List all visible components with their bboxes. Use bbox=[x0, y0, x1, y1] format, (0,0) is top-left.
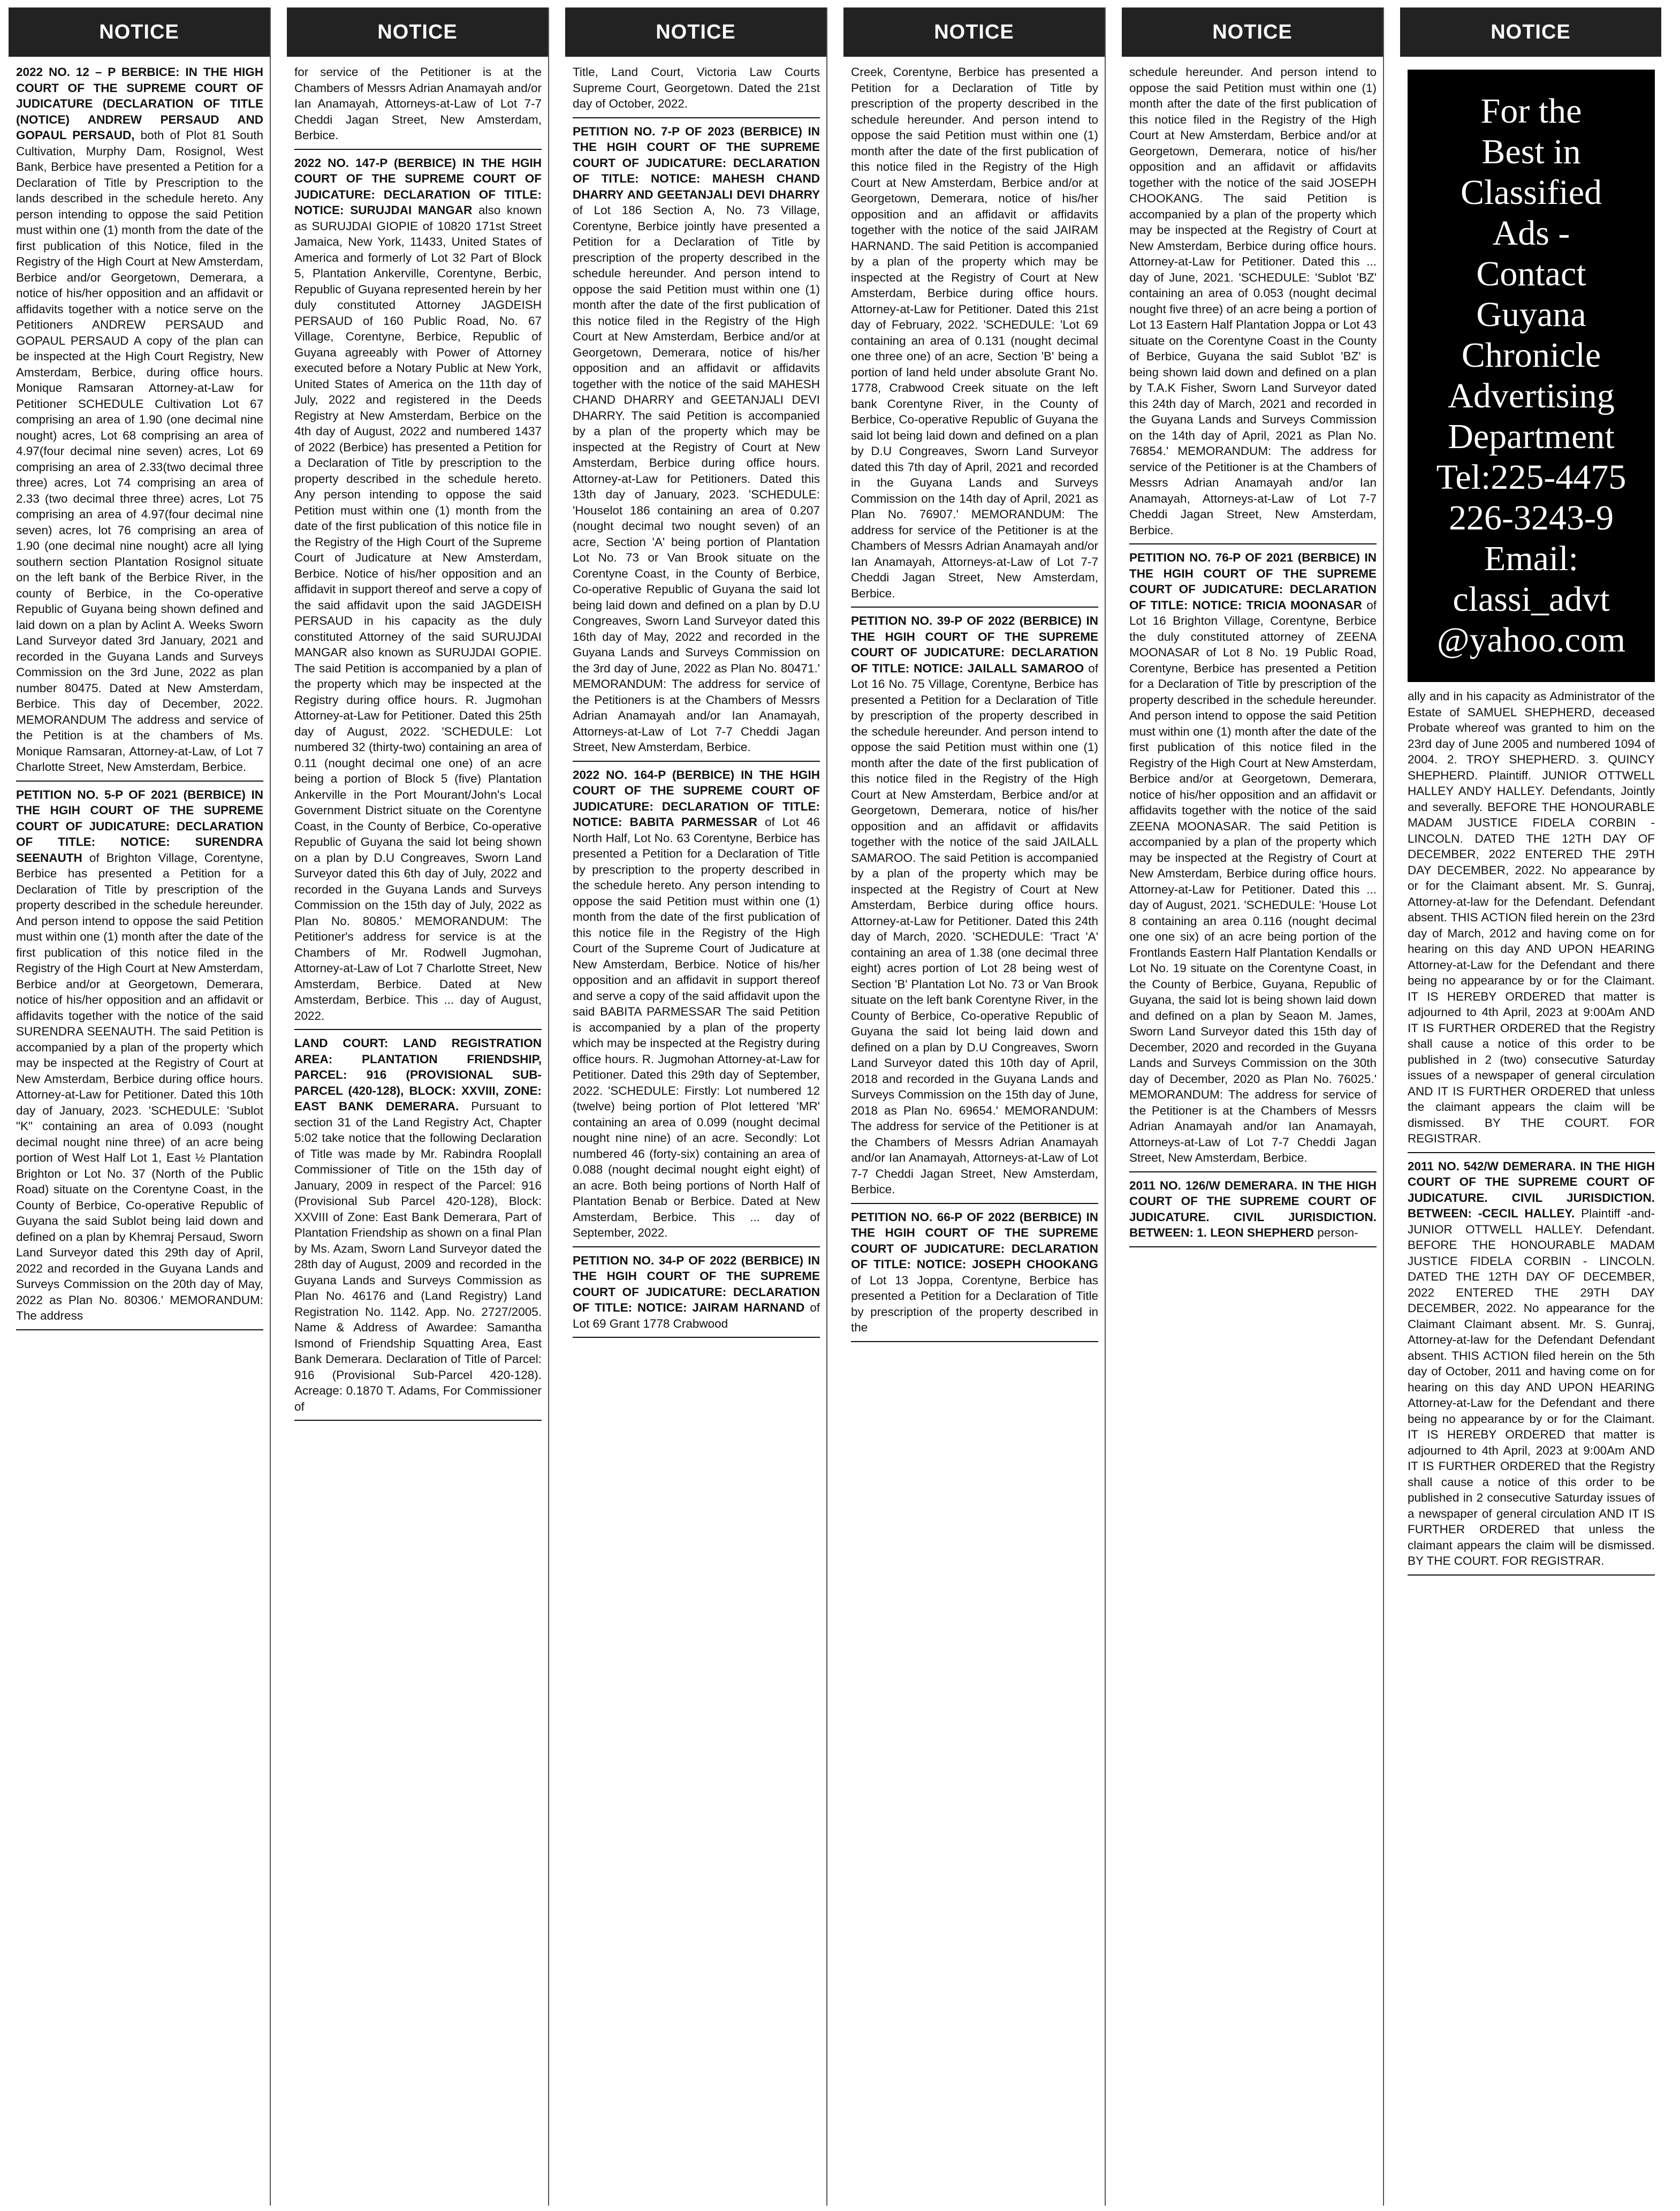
ad-line: Department bbox=[1448, 417, 1615, 456]
classified-ad-box bbox=[1408, 70, 1655, 682]
ad-email: classi_advt bbox=[1453, 580, 1610, 619]
legal-notice: PETITION NO. 39-P OF 2022 (BERBICE) IN THE HGIH COURT OF THE SUPREME COURT OF JUDICATURE: DECLARATION OF TITLE: NOTICE: JAILALL SAMAROO of Lot 16 No. 75 Village, Corentyne, Berbice has presented a Petition for a Declaration of Title by prescription of the property described in the schedule hereunder. And person intend to oppose the said Petition must within one (1) month after the date of the first publication of this notice filed in the Registry of the High Court at New Amsterdam, Berbice and/or at Georgetown, Demerara, notice of his/her opposition and an affidavit or affidavits together with the notice of the said JAILALL SAMAROO. The said Petition is accompanied by a plan of the property which may be inspected at the Registry of Court at New Amsterdam, Berbice during office hours. Attorney-at-Law for Petitioner. Dated this 24th day of March, 2020. 'SCHEDULE: 'Tract 'A' containing an area of 1.38 (one decimal three eight) acres portion of Lot 28 being west of Section 'B' Plantation Lot No. 73 or Van Brook situate on the left bank Corentyne River, in the County of Berbice, Co-operative Republic of Guyana the said lot being laid down and defined on a plan by D.U Congreaves, Sworn Land Surveyor dated this 10th day of April, 2018 and recorded in the Guyana Lands and Surveys Commission on the 15th day of June, 2018 as Plan No. 69654.' MEMORANDUM: The address for service of the Petitioner is at the Chambers of Messrs Adrian Anamayah and/or Ian Anamayah, Attorneys-at-Law of Lot 7-7 Cheddi Jagan Street, New Amsterdam, Berbice. bbox=[851, 613, 1098, 1204]
legal-notice: 2011 NO. 542/W DEMERARA. IN THE HIGH COURT OF THE SUPREME COURT OF JUDICATURE. CIVIL JURISDICTION. BETWEEN: -CECIL HALLEY. Plaintiff -and- JUNIOR OTTWELL HALLEY. Defendant. BEFORE THE HONOURABLE MADAM JUSTICE FIDELA CORBIN - LINCOLN. DATED THE 12TH DAY OF DECEMBER, 2022 ENTERED THE 29TH DAY DECEMBER, 2022. No appearance for the Claimant Claimant absent. Mr. S. Gunraj, Attorney-at-law for the Defendant Defendant absent. THIS ACTION filed herein on the 5th day of October, 2011 and having come on for hearing on this day AND UPON HEARING Attorney-at-Law for the Defendant and there being no appearance by or for the Claimant. IT IS HEREBY ORDERED that matter is adjourned to 4th April, 2023 at 9:00Am AND IT IS FURTHER ORDERED that the Registry shall cause a notice of this order to be published in 2 consecutive Saturday issues of a newspaper of general circulation AND IT IS FURTHER ORDERED that unless the claimant appears the claim will be dismissed. BY THE COURT. FOR REGISTRAR. bbox=[1408, 1158, 1655, 1576]
column-header: NOTICE bbox=[287, 7, 548, 57]
legal-notice: ally and in his capacity as Administrator of the Estate of SAMUEL SHEPHERD, deceased Probate whereof was granted to him on the 23rd day of June 2005 and numbered 1094 of 2004. 2. TROY SHEPHERD. 3. QUINCY SHEPHERD. Plaintiff. JUNIOR OTTWELL HALLEY ANDY HALLEY. Defendants, Jointly and severally. BEFORE THE HONOURABLE MADAM JUSTICE FIDELA CORBIN - LINCOLN. DATED THE 12TH DAY OF DECEMBER, 2022 ENTERED THE 29TH DAY DECEMBER, 2022. No appearance by or for the Claimant absent. Mr. S. Gunraj, Attorney-at-law for the Defendant. Defendant absent. THIS ACTION filed herein on the 23rd day of March, 2012 and having come on for hearing on this day AND UPON HEARING Attorney-at-Law for the Defendant and there being no appearance by or for the Claimant. IT IS HEREBY ORDERED that matter is adjourned to 4th April, 2023 at 9:00Am AND IT IS FURTHER ORDERED that the Registry shall cause a notice of this order to be published in 2 (two) consecutive Saturday issues of a newspaper of general circulation AND IT IS FURTHER ORDERED that unless the claimant appears the claim will be dismissed. BY THE COURT. FOR REGISTRAR. bbox=[1408, 688, 1655, 1153]
column-6 bbox=[1400, 7, 1661, 2206]
legal-notice: PETITION NO. 5-P OF 2021 (BERBICE) IN THE HGIH COURT OF THE SUPREME COURT OF JUDICATURE: DECLARATION OF TITLE: NOTICE: SURENDRA SEENAUTH of Brighton Village, Corentyne, Berbice has presented a Petition for a Declaration of Title by prescription of the property described in the schedule hereunder. And person intend to oppose the said Petition must within one (1) month after the date of the first publication of this notice filed in the Registry of the High Court at New Amsterdam, Berbice and/or at Georgetown, Demerara, notice of his/her opposition and an affidavit or affidavits together with the notice of the said SURENDRA SEENAUTH. The said Petition is accompanied by a plan of the property which may be inspected at the Registry of Court at New Amsterdam, Berbice during office hours. Attorney-at-Law for Petitioner. Dated this 10th day of January, 2023. 'SCHEDULE: 'Sublot "K" containing an area of 0.093 (nought decimal nought nine three) of an acre being portion of West Half Lot 1, East ½ Plantation Brighton or Lot No. 37 (North of the Public Road) situate on the Corentyne Coast, in the County of Berbice, Co-operative Republic of Guyana the said Sublot being laid down and defined on a plan by Khemraj Persaud, Sworn Land Surveyor dated this 29th day of April, 2022 and recorded in the Guyana Lands and Surveys Commission on the 20th day of May, 2022 as Plan No. 80306.' MEMORANDUM: The address bbox=[16, 787, 263, 1330]
legal-notice: PETITION NO. 34-P OF 2022 (BERBICE) IN THE HGIH COURT OF THE SUPREME COURT OF JUDICATURE: DECLARATION OF TITLE: NOTICE: JAIRAM HARNAND of Lot 69 Grant 1778 Crabwood bbox=[573, 1253, 820, 1338]
legal-notice: PETITION NO. 66-P OF 2022 (BERBICE) IN THE HGIH COURT OF THE SUPREME COURT OF JUDICATURE: DECLARATION OF TITLE: NOTICE: JOSEPH CHOOKANG of Lot 13 Joppa, Corentyne, Berbice has presented a Petition for a Declaration of Title by prescription of the property described in the bbox=[851, 1209, 1098, 1342]
legal-notice: PETITION NO. 76-P OF 2021 (BERBICE) IN THE HGIH COURT OF THE SUPREME COURT OF JUDICATURE: DECLARATION OF TITLE: NOTICE: TRICIA MOONASAR of Lot 16 Brighton Village, Corentyne, Berbice the duly constituted attorney of ZEENA MOONASAR of Lot 8 No. 19 Public Road, Corentyne, Berbice has presented a Petition for a Declaration of Title by prescription of the property described in the schedule hereunder. And person intend to oppose the said Petition must within one (1) month after the date of the first publication of this notice filed in the Registry of the High Court at New Amsterdam, Berbice and/or at Georgetown, Demerara, notice of his/her opposition and an affidavit or affidavits together with the notice of the said ZEENA MOONASAR. The said Petition is accompanied by a plan of the property which may be inspected at the Registry of Court at New Amsterdam, Berbice during office hours. Attorney-at-Law for Petitioner. Dated this ... day of August, 2021. 'SCHEDULE: 'House Lot 8 containing an area 0.116 (nought decimal one one six) of an acre being portion of the Frontlands Eastern Half Plantation Kendalls or Lot No. 19 situate on the Corentyne Coast, in the County of Berbice, Guyana, Republic of Guyana, the said lot is being shown laid down and defined on a plan by Seaon M. James, Sworn Land Surveyor dated this 15th day of December, 2020 and recorded in the Guyana Lands and Surveys Commission on the 30th day of December, 2020 as Plan No. 76025.' MEMORANDUM: The address for service of the Petitioner is at the Chambers of Messrs Adrian Anamayah and/or Ian Anamayah, Attorneys-at-Law of Lot 7-7 Cheddi Jagan Street, New Amsterdam, Berbice. bbox=[1129, 550, 1377, 1172]
column-header: NOTICE bbox=[1122, 7, 1383, 57]
column-5 bbox=[1122, 7, 1384, 2206]
legal-notice: 2022 NO. 12 – P BERBICE: IN THE HIGH COURT OF THE SUPREME COURT OF JUDICATURE (DECLARATION OF TITLE (NOTICE) ANDREW PERSAUD AND GOPAUL PERSAUD, both of Plot 81 South Cultivation, Murphy Dam, Rosignol, West Bank, Berbice have presented a Petition for a Declaration of Title by Prescription to the lands described in the schedule hereto. Any person intending to oppose the said Petition must within one (1) month from the date of the first publication of this Notice, filed in the Registry of the High Court at New Amsterdam, Berbice and/or Georgetown, Demerara, a notice of his/her opposition and an affidavit or affidavits together with a notice serve on the Petitioners ANDREW PERSAUD and GOPAUL PERSAUD A copy of the plan can be inspected at the High Court Registry, New Amsterdam, Berbice, during office hours. Monique Ramsaran Attorney-at-Law for Petitioner SCHEDULE Cultivation Lot 67 comprising an area of 1.90 (one decimal nine nought) acres, Lot 68 comprising an area of 4.97(four decimal nine seven) acres, Lot 69 comprising an area of 2.33(two decimal three three) acres, Lot 74 comprising an area of 2.33 (two decimal three three) acres, Lot 75 comprising an area of 4.97(four decimal nine seven) acres, lot 76 comprising an area of 1.90 (one decimal nine nought) acre all lying southern section Plantation Rosignol situate on the left bank of the Berbice River, in the county of Berbice, in the Co-operative Republic of Guyana being shown defined and laid down on a plan by Aclint A. Weeks Sworn Land Surveyor dated 3rd January, 2021 and recorded in the Guyana Lands and Surveys Commission on the 3rd June, 2022 as plan number 80475. Dated at New Amsterdam, Berbice. This day of December, 2022. MEMORANDUM The address and service of the Petition is at the chambers of Ms. Monique Ramsaran, Attorney-at-Law, of Lot 7 Charlotte Street, New Amsterdam, Berbice. bbox=[16, 64, 263, 782]
ad-line: Classified bbox=[1461, 173, 1602, 212]
ad-line: Guyana bbox=[1476, 295, 1586, 334]
legal-notice: 2022 NO. 164-P (BERBICE) IN THE HGIH COURT OF THE SUPREME COURT OF JUDICATURE: DECLARATION OF TITLE: NOTICE: BABITA PARMESSAR of Lot 46 North Half, Lot No. 63 Corentyne, Berbice has presented a Petition for a Declaration of Title by prescription to the property described in the schedule hereto. Any person intending to oppose the said Petition must within one (1) month from the date of the first publication of this notice file in the Registry of the High Court of the Supreme Court of Judicature at New Amsterdam, Berbice. Notice of his/her opposition and an affidavit in support thereof and serve a copy of the said affidavit upon the said BABITA PARMESSAR The said Petition is accompanied by a plan of the property which may be inspected at the Registry during office hours. R. Jugmohan Attorney-at-Law for Petitioner. Dated this 29th day of September, 2022. 'SCHEDULE: Firstly: Lot numbered 12 (twelve) being portion of Plot lettered 'MR' containing an area of 0.099 (nought decimal nought nine nine) of an acre. Secondly: Lot numbered 46 (forty-six) containing an area of 0.088 (nought decimal nought eight eight) of an acre. Both being portions of North Half of Plantation Benab or Berbice. Dated at New Amsterdam, Berbice. This ... day of September, 2022. bbox=[573, 767, 820, 1247]
ad-line: Ads - bbox=[1492, 214, 1570, 253]
ad-phone: 226-3243-9 bbox=[1449, 498, 1614, 537]
column-header: NOTICE bbox=[9, 7, 270, 57]
column-2 bbox=[287, 7, 549, 2206]
ad-line: Best in bbox=[1481, 132, 1581, 171]
ad-email: @yahoo.com bbox=[1436, 620, 1626, 660]
column-header: NOTICE bbox=[565, 7, 826, 57]
legal-notice: PETITION NO. 7-P OF 2023 (BERBICE) IN THE HGIH COURT OF THE SUPREME COURT OF JUDICATURE: DECLARATION OF TITLE: NOTICE: MAHESH CHAND DHARRY AND GEETANJALI DEVI DHARRY of Lot 186 Section A, No. 73 Village, Corentyne, Berbice jointly have presented a Petition for a Declaration of Title by prescription of the property described in the schedule hereunder. And person intend to oppose the said Petition must within one (1) month after the date of the first publication of this notice filed in the Registry of the High Court at New Amsterdam, Berbice and/or at Georgetown, Demerara, notice of his/her opposition and an affidavit or affidavits together with the notice of the said MAHESH CHAND DHARRY and GEETANJALI DEVI DHARRY. The said Petition is accompanied by a plan of the property which may be inspected at the Registry of Court at New Amsterdam, Berbice during office hours. Attorney-at-Law for Petitioners. Dated this 13th day of January, 2023. 'SCHEDULE: 'Houselot 186 containing an area of 0.207 (nought decimal two nought seven) of an acre, Section 'A' being portion of Plantation Lot No. 73 or Van Brook situate on the Corentyne Coast, in the County of Berbice, Co-operative Republic of Guyana the said lot being laid down and defined on a plan by D.U Congreaves, Sworn Land Surveyor dated this 16th day of May, 2022 and recorded in the Guyana Lands and Surveys Commission on the 3rd day of June, 2022 as Plan No. 80471.' MEMORANDUM: The address for service of the Petitioners is at the Chambers of Messrs Adrian Anamayah and/or Ian Anamayah, Attorneys-at-Law of Lot 7-7 Cheddi Jagan Street, New Amsterdam, Berbice. bbox=[573, 124, 820, 762]
column-1 bbox=[9, 7, 271, 2206]
legal-notice: Title, Land Court, Victoria Law Courts Supreme Court, Georgetown. Dated the 21st day of October, 2022. bbox=[573, 64, 820, 118]
legal-notice: 2011 NO. 126/W DEMERARA. IN THE HIGH COURT OF THE SUPREME COURT OF JUDICATURE. CIVIL JURISDICTION. BETWEEN: 1. LEON SHEPHERD person- bbox=[1129, 1178, 1377, 1247]
ad-line: For the bbox=[1480, 92, 1582, 131]
column-header: NOTICE bbox=[843, 7, 1105, 57]
ad-line: Chronicle bbox=[1461, 336, 1601, 375]
column-4 bbox=[843, 7, 1106, 2206]
column-header: NOTICE bbox=[1400, 7, 1661, 57]
legal-notice: Creek, Corentyne, Berbice has presented a Petition for a Declaration of Title by prescription of the property described in the schedule hereunder. And person intend to oppose the said Petition must within one (1) month after the date of the first publication of this notice filed in the Registry of the High Court at New Amsterdam, Berbice and/or at Georgetown, Demerara, notice of his/her opposition and an affidavit or affidavits together with the notice of the said JAIRAM HARNAND. The said Petition is accompanied by a plan of the property which may be inspected at the Registry of Court at New Amsterdam, Berbice during office hours. Attorney-at-Law for Petitioner. Dated this 21st day of February, 2022. 'SCHEDULE: 'Lot 69 containing an area of 0.131 (nought decimal one three one) of an acre, Section 'B' being a portion of land held under absolute Grant No. 1778, Crabwood Creek situate on the left bank Corentyne River, in the County of Berbice, Co-operative Republic of Guyana the said lot being laid down and defined on a plan by D.U Congreaves, Sworn Land Surveyor dated this 7th day of April, 2021 and recorded in the Guyana Lands and Surveys Commission on the 14th day of April, 2021 as Plan No. 76907.' MEMORANDUM: The address for service of the Petitioner is at the Chambers of Messrs Adrian Anamayah and/or Ian Anamayah, Attorneys-at-Law of Lot 7-7 Cheddi Jagan Street, New Amsterdam, Berbice. bbox=[851, 64, 1098, 608]
legal-notice: schedule hereunder. And person intend to oppose the said Petition must within one (1) month after the date of the first publication of this notice filed in the Registry of the High Court at New Amsterdam, Berbice and/or at Georgetown, Demerara, notice of his/her opposition and an affidavit or affidavits together with the notice of the said JOSEPH CHOOKANG. The said Petition is accompanied by a plan of the property which may be inspected at the Registry of Court at New Amsterdam, Berbice during office hours. Attorney-at-Law for Petitioner. Dated this ... day of June, 2021. 'SCHEDULE: 'Sublot 'BZ' containing an area of 0.053 (nought decimal nought five three) of an acre being a portion of Lot 13 Eastern Half Plantation Joppa or Lot 43 situate on the Corentyne Coast in the County of Berbice, Guyana the said Sublot 'BZ' is being shown laid down and defined on a plan by T.A.K Fisher, Sworn Land Surveyor dated this 24th day of March, 2021 and recorded in the Guyana Lands and Surveys Commission on the 14th day of April, 2021 as Plan No. 76854.' MEMORANDUM: The address for service of the Petitioner is at the Chambers of Messrs Adrian Anamayah and/or Ian Anamayah, Attorneys-at-Law of Lot 7-7 Cheddi Jagan Street, New Amsterdam, Berbice. bbox=[1129, 64, 1377, 544]
legal-notice: 2022 NO. 147-P (BERBICE) IN THE HGIH COURT OF THE SUPREME COURT OF JUDICATURE: DECLARATION OF TITLE: NOTICE: SURUJDAI MANGAR also known as SURUJDAI GIOPIE of 10820 171st Street Jamaica, New York, 11433, United States of America and formerly of Lot 32 Part of Block 5, Plantation Ankerville, Corentyne, Berbic, Republic of Guyana represented herein by her duly constituted Attorney JAGDEISH PERSAUD of 160 Public Road, No. 67 Village, Corentyne, Berbice, Republic of Guyana agreeably with Power of Attorney executed before a Notary Public at New York, United States of America on the 11th day of July, 2022 and registered in the Deeds Registry at New Amsterdam, Berbice on the 4th day of August, 2022 and numbered 1437 of 2022 (Berbice) has presented a Petition for a Declaration of Title by prescription to the property described in the schedule hereto. Any person intending to oppose the said Petition must within one (1) month from the date of the first publication of this notice file in the Registry of the High Court of the Supreme Court of Judicature at New Amsterdam, Berbice. Notice of his/her opposition and an affidavit in support thereof and serve a copy of the said affidavit upon the said JAGDEISH PERSAUD in his capacity as the duly constituted Attorney of the said SURUJDAI MANGAR also known as SURUJDAI GOPIE. The said Petition is accompanied by a plan of the property which may be inspected at the Registry during office hours. R. Jugmohan Attorney-at-Law for Petitioner. Dated this 25th day of August, 2022. 'SCHEDULE: Lot numbered 32 (thirty-two) containing an area of 0.11 (nought decimal one one) of an acre being a portion of Block 5 (five) Plantation Ankerville in the Port Mourant/John's Local Government District situate on the Corentyne Coast, in the County of Berbice, Co-operative Republic of Guyana the said lot being shown on a plan by D.U Congreaves, Sworn Land Surveyor dated this 6th day of July, 2022 and recorded in the Guyana Lands and Surveys Commission on the 15th day of July, 2022 as Plan No. 80805.' MEMORANDUM: The Petitioner's address for service is at the Chambers of Mr. Rodwell Jugmohan, Attorney-at-Law of Lot 7 Charlotte Street, New Amsterdam, Berbice. Dated at New Amsterdam, Berbice. This ... day of August, 2022. bbox=[294, 155, 542, 1031]
ad-phone: Tel:225-4475 bbox=[1436, 458, 1626, 497]
legal-notice: for service of the Petitioner is at the Chambers of Messrs Adrian Anamayah and/or Ian Anamayah, Attorneys-at-Law of Lot 7-7 Cheddi Jagan Street, New Amsterdam, Berbice. bbox=[294, 64, 542, 150]
ad-line: Advertising bbox=[1448, 376, 1615, 415]
legal-notice: LAND COURT: LAND REGISTRATION AREA: PLANTATION FRIENDSHIP, PARCEL: 916 (PROVISIONAL SUB-PARCEL (420-128), BLOCK: XXVIII, ZONE: EAST BANK DEMERARA. Pursuant to section 31 of the Land Registry Act, Chapter 5:02 take notice that the following Declaration of Title was made by Mr. Rabindra Rooplall Commissioner of Title on the 15th day of January, 2009 in respect of the Parcel: 916 (Provisional Sub Parcel 420-128), Block: XXVIII of Zone: East Bank Demerara, Part of Plantation Friendship as shown on a final Plan by Ms. Azam, Sworn Land Surveyor dated the 28th day of August, 2009 and recorded in the Guyana Lands and Surveys Commission as Plan No. 46176 and (Land Registry) Land Registration No. 1142. App. No. 2727/2005. Name & Address of Awardee: Samantha Ismond of Friendship Squatting Area, East Bank Demerara. Declaration of Title of Parcel: 916 (Provisional Sub-Parcel 420-128). Acreage: 0.1870 T. Adams, For Commissioner of bbox=[294, 1035, 542, 1421]
ad-line: Email: bbox=[1484, 539, 1578, 578]
ad-line: Contact bbox=[1476, 254, 1586, 293]
column-3 bbox=[565, 7, 827, 2206]
